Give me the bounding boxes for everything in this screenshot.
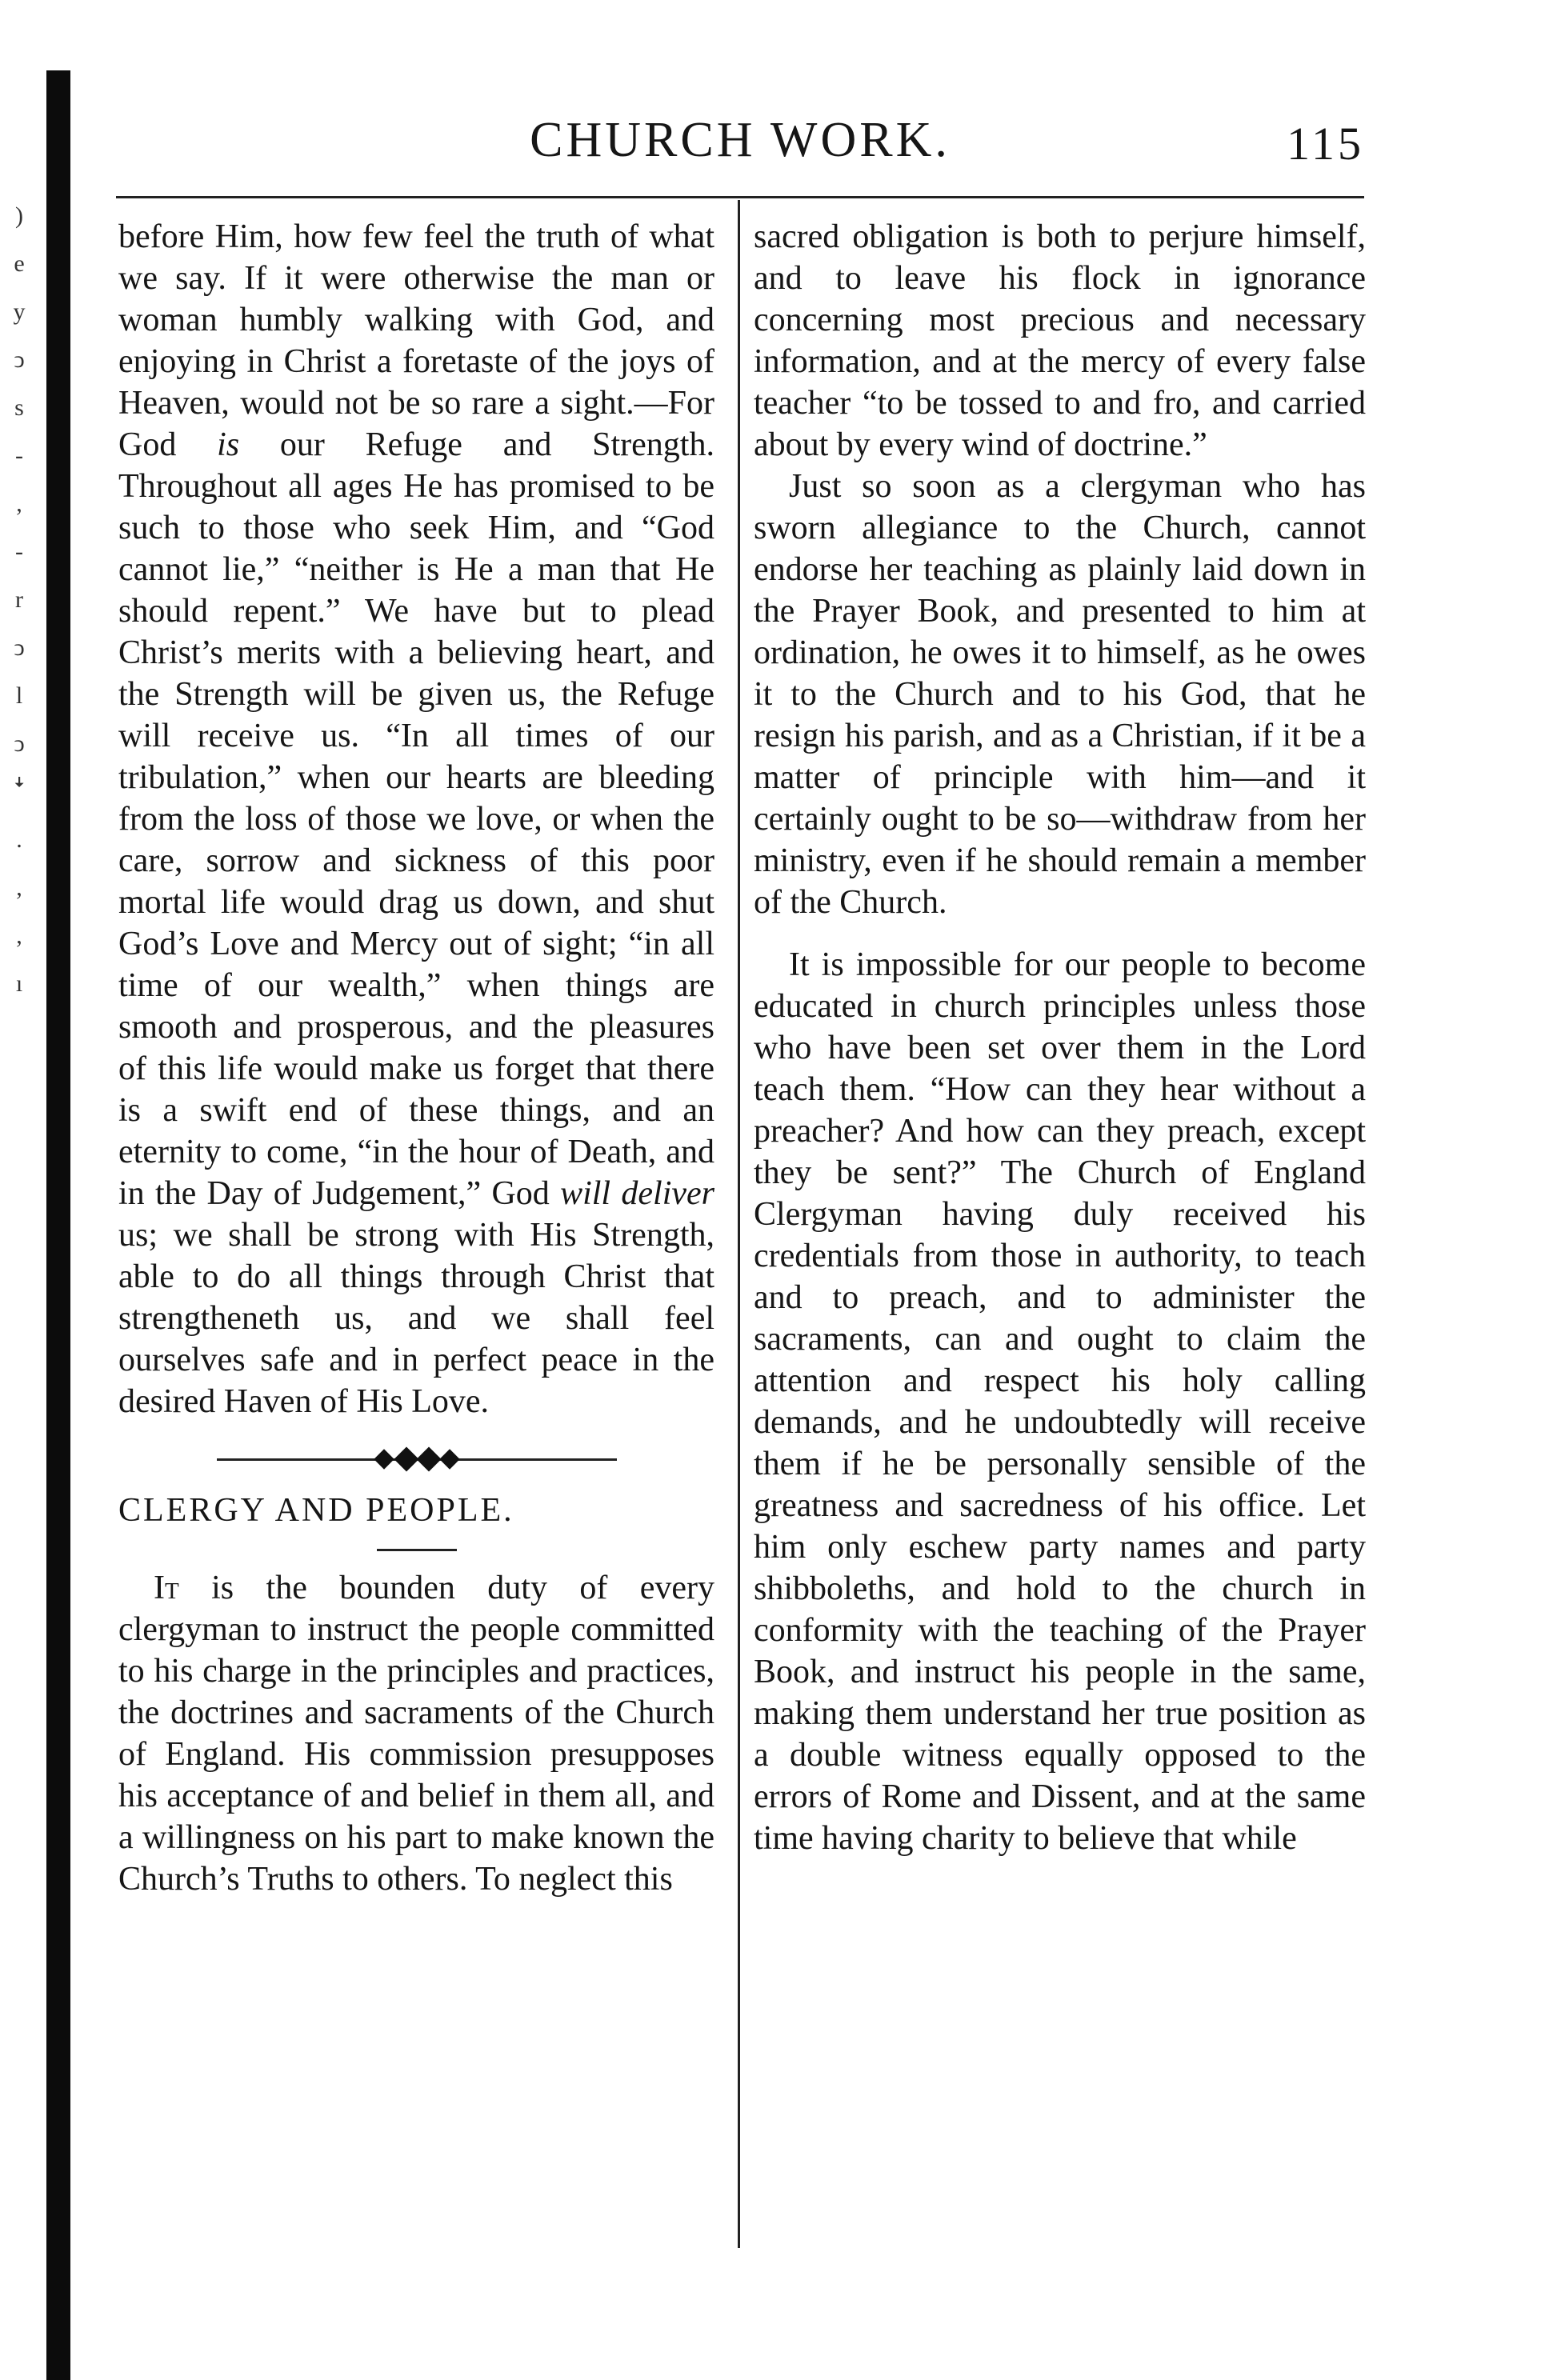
text-run: our Refuge and Strength. Throughout all ages He has promised to be such to those who seek Him, and “God cannot lie,” “neither is He a man that He should repent.” We have but to plead Christ’s merits with a believing heart, and the Strength will be given us, the Refuge will receive us. “In all times of our tribulation,” when our hearts are bleeding from the loss of those we love, or when the care, sorrow and sickness of this poor mortal life would drag us down, and shut God’s Love and Mercy out of sight; “in all time of our wealth,” when things are smooth and prosperous, and the pleasures of this life would make us forget that there is a swift end of these things, and an eternity to come, “in the hour of Death, and in the Day of Judgement,” God xyxy=(118,426,714,1212)
section-ornament xyxy=(217,1450,617,1469)
paragraph-refuge xyxy=(118,216,714,1422)
margin-mark: l xyxy=(15,682,23,709)
margin-mark: s xyxy=(14,394,24,421)
paragraph-education: It is impossible for our people to become educated in church principles unless those who have been set over them in the Lord teach them. “How can they hear without a preacher? And how can they preach, except they be sent?” The Church of England Clergyman having duly received his credentials from those in authority, to teach and to preach, and to administer the sacraments, can and ought to claim the attention and respect his holy calling demands, and he undoubtedly will receive them if he be personally sensible of the greatness and sacredness of his office. Let him only eschew party names and party shibboleths, and hold to the church in conformity with the teaching of the Prayer Book, and instruct his people in the same, making them understand her true position as a double witness equally opposed to the errors of Rome and Dissent, and at the same time having charity to believe that while xyxy=(754,946,1366,1857)
margin-mark: , xyxy=(16,874,22,901)
margin-mark: e xyxy=(14,250,25,277)
margin-mark: - xyxy=(15,538,23,565)
title-rule xyxy=(377,1549,457,1551)
text-run: before Him, how few feel the truth of what we say. If it were otherwise the man or woman humbly walking with God, and enjoying in Christ a foretaste of the joys of Heaven, would not be so rare a sight.—For God xyxy=(118,218,714,463)
margin-mark: ↄ xyxy=(14,346,25,373)
text-run: us; we shall be strong with His Strength, able to do all things through Christ that strengtheneth us, and we shall feel ourselves safe and in perfect peace in the desired Haven of His Love. xyxy=(118,1217,714,1420)
margin-mark: r xyxy=(15,586,23,613)
binding-edge xyxy=(46,70,70,2380)
margin-mark: y xyxy=(13,298,26,325)
margin-mark: ꜜ xyxy=(13,778,26,805)
italic-run: will deliver xyxy=(560,1175,714,1212)
section-title: CLERGY AND PEOPLE. xyxy=(118,1492,514,1529)
column-divider xyxy=(738,200,740,2248)
running-title: CHURCH WORK. xyxy=(530,113,951,167)
text-run: is the bounden duty of every clergyman to instruct the people committed to his charge in the principles and practices, the doctrines and sacraments of the Church of England. His commission presupposes his acceptance of and belief in them all, and a willingness on his part to make known the Church’s Truths to others. To neglect this xyxy=(118,1570,714,1898)
page-header xyxy=(116,112,1364,176)
margin-mark: ↄ xyxy=(14,730,25,757)
header-rule xyxy=(116,196,1364,198)
margin-mark: - xyxy=(15,442,23,469)
margin-mark: ) xyxy=(15,202,23,229)
left-column xyxy=(118,216,714,1900)
margin-marks xyxy=(0,192,38,1008)
margin-mark: ↄ xyxy=(14,634,25,661)
margin-mark: ı xyxy=(15,970,23,997)
page-number: 115 xyxy=(1287,118,1364,170)
paragraph-clergy-duty xyxy=(118,1567,714,1900)
lead-word: It xyxy=(154,1570,179,1606)
paragraph-obligation: sacred obligation is both to perjure himself, and to leave his flock in ignorance concerning most precious and necessary information, and at the mercy of every false teacher “to be tossed to and fro, and carried about by every wind of doctrine.” xyxy=(754,218,1366,463)
paragraph-allegiance: Just so soon as a clergyman who has sworn allegiance to the Church, cannot endorse her teaching as plainly laid down in the Prayer Book, and presented to him at ordination, he owes it to himself, as he owes it to the Church and to his God, that he resign his parish, and as a Christian, if it be a matter of principle with him—and it certainly ought to be so—withdraw from her ministry, even if he should remain a member of the Church. xyxy=(754,468,1366,921)
italic-run: is xyxy=(217,426,240,463)
margin-mark: , xyxy=(16,490,22,517)
margin-mark: . xyxy=(16,826,22,853)
margin-mark: , xyxy=(16,922,22,949)
right-column xyxy=(754,216,1366,1859)
